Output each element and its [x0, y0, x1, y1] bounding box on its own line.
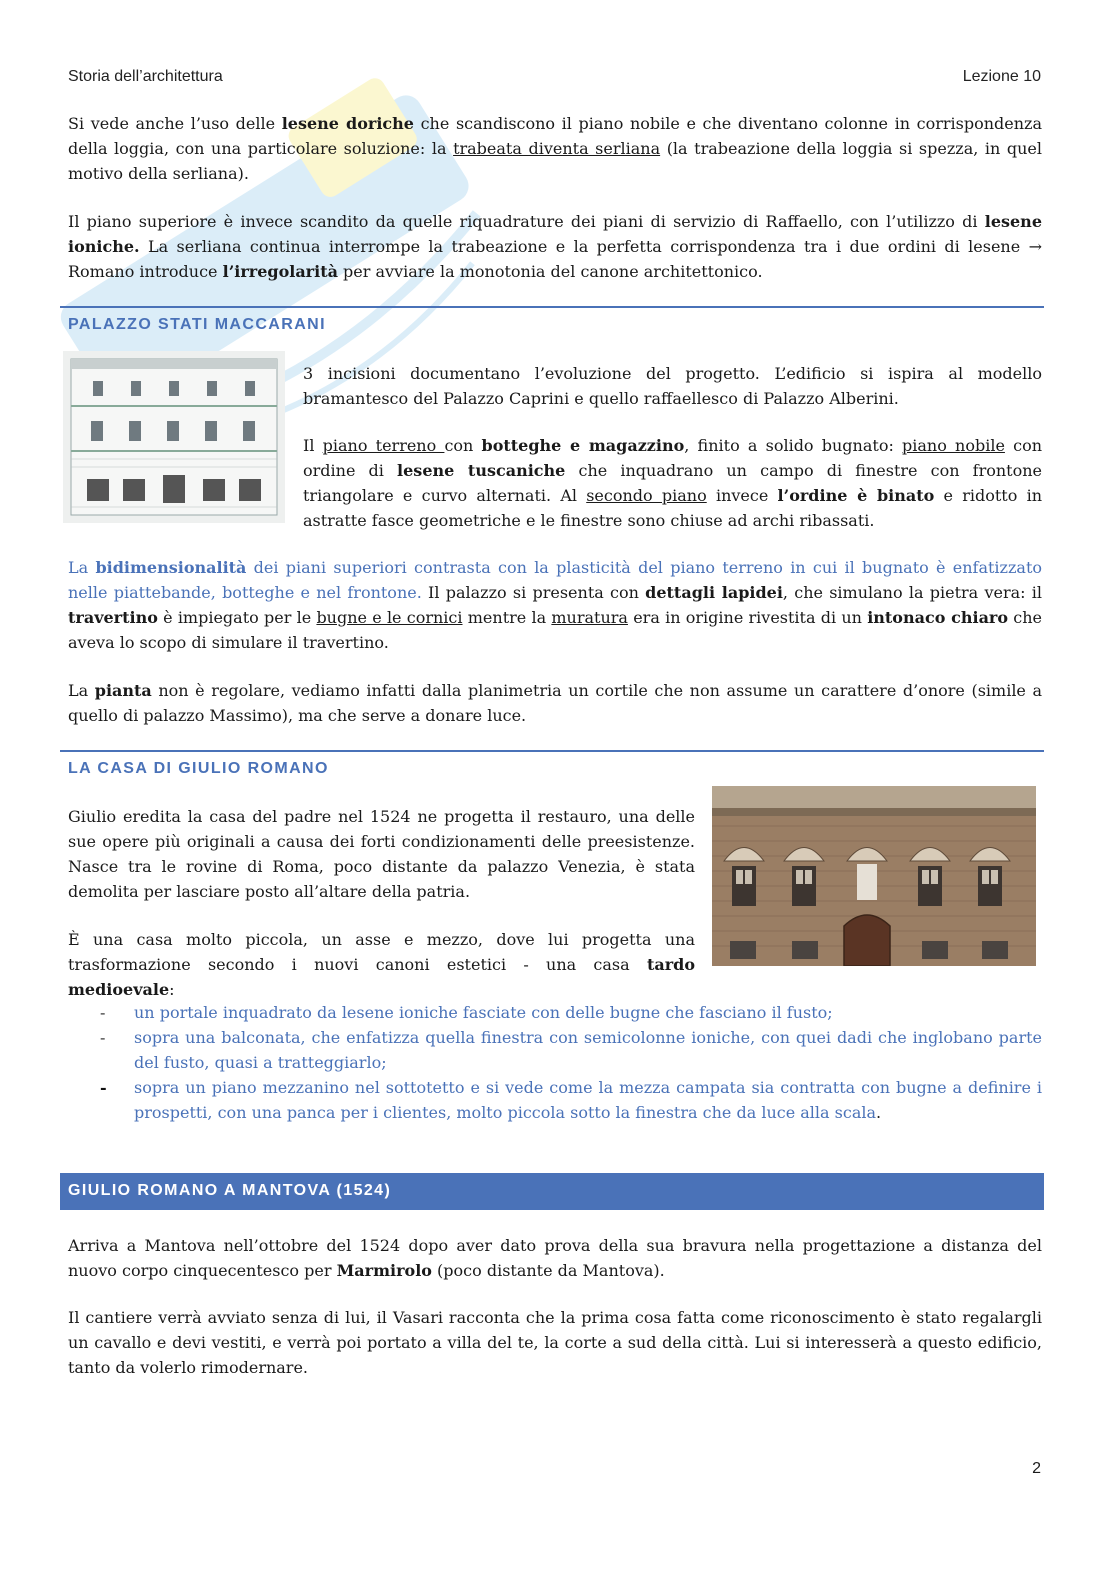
palazzo-paragraph-1: 3 incisioni documentano l’evoluzione del progetto. L’edificio si ispira al modello bramantesco del Palazzo Caprini e quello raffaellesco di Palazzo Alberini.	[303, 364, 1042, 408]
casa-paragraph-2: È una casa molto piccola, un asse e mezzo, dove lui progetta una trasformazione secondo i nuovi canoni estetici - una casa tardo medioevale:	[68, 930, 695, 999]
palazzo-paragraph-2: Il piano terreno con botteghe e magazzino, finito a solido bugnato: piano nobile con ordine di lesene tuscaniche che inquadrano un campo di finestre con frontone triangolare e curvo alternati. Al secondo piano invece l’ordine è binato e ridotto in astratte fasce geometriche e le finestre sono chiuse ad archi ribassati.	[303, 436, 1043, 530]
mantova-paragraph-1: Arriva a Mantova nell’ottobre del 1524 dopo aver dato prova della sua bravura nella progettazione a distanza del nuovo corpo cinquecentesco per Marmirolo (poco distante da Mantova).	[68, 1236, 1042, 1280]
page-number: 2	[1032, 1460, 1041, 1477]
casa-photo-image	[712, 786, 1036, 966]
intro-paragraph-2: Il piano superiore è invece scandito da quelle riquadrature dei piani di servizio di Raffaello, con l’utilizzo di lesene ioniche. La serliana continua interrompe la trabeazione e la perfetta corrispondenza tra i due ordini di lesene → Romano introduce l’irregolarità per avviare la monotonia del canone architettonico.	[68, 212, 1042, 281]
section-heading-palazzo-stati-maccarani: PALAZZO STATI MACCARANI	[60, 306, 1044, 342]
casa-features-list	[68, 1000, 1042, 1125]
header-course: Storia dell’architettura	[68, 68, 223, 85]
palazzo-engraving-image	[63, 351, 285, 523]
palazzo-paragraph-4: La pianta non è regolare, vediamo infatti dalla planimetria un cortile che non assume un carattere d’onore (simile a quello di palazzo Massimo), ma che serve a donare luce.	[68, 681, 1043, 725]
list-item: - sopra un piano mezzanino nel sottotetto e si vede come la mezza campata sia contratta con bugne a definire i prospetti, con una panca per i clientes, molto piccola sotto la finestra che da luce alla scala.	[100, 1078, 1042, 1122]
section-heading-casa-giulio-romano: LA CASA DI GIULIO ROMANO	[60, 750, 1044, 786]
palazzo-paragraph-3: La bidimensionalità dei piani superiori contrasta con la plasticità del piano terreno in cui il bugnato è enfatizzato nelle piattebande, botteghe e nel frontone. Il palazzo si presenta con dettagli lapidei, che simulano la pietra vera: il travertino è impiegato per le bugne e le cornici mentre la muratura era in origine rivestita di un intonaco chiaro che aveva lo scopo di simulare il travertino.	[68, 558, 1043, 652]
header-lesson: Lezione 10	[962, 68, 1041, 85]
casa-paragraph-1: Giulio eredita la casa del padre nel 1524 ne progetta il restauro, una delle sue opere più originali a causa dei forti condizionamenti delle preesistenze. Nasce tra le rovine di Roma, poco distante da palazzo Venezia, è stata demolita per lasciare posto all’altare della patria.	[68, 807, 695, 901]
intro-paragraph-1: Si vede anche l’uso delle lesene doriche che scandiscono il piano nobile e che diventano colonne in corrispondenza della loggia, con una particolare soluzione: la trabeata diventa serliana (la trabeazione della loggia si spezza, in quel motivo della serliana).	[68, 114, 1043, 183]
list-item: - un portale inquadrato da lesene ioniche fasciate con delle bugne che fasciano il fusto;	[100, 1003, 833, 1022]
list-item: - sopra una balconata, che enfatizza quella finestra con semicolonne ioniche, con quei dadi che inglobano parte del fusto, quasi a tratteggiarlo;	[100, 1028, 1042, 1072]
section-heading-giulio-romano-mantova: GIULIO ROMANO A MANTOVA (1524)	[60, 1173, 1044, 1210]
mantova-paragraph-2: Il cantiere verrà avviato senza di lui, il Vasari racconta che la prima cosa fatta come riconoscimento è stato regalargli un cavallo e devi vestiti, e verrà poi portato a villa del te, la corte a sud della città. Lui si interesserà a questo edificio, tanto da volerlo rimodernare.	[68, 1308, 1042, 1377]
